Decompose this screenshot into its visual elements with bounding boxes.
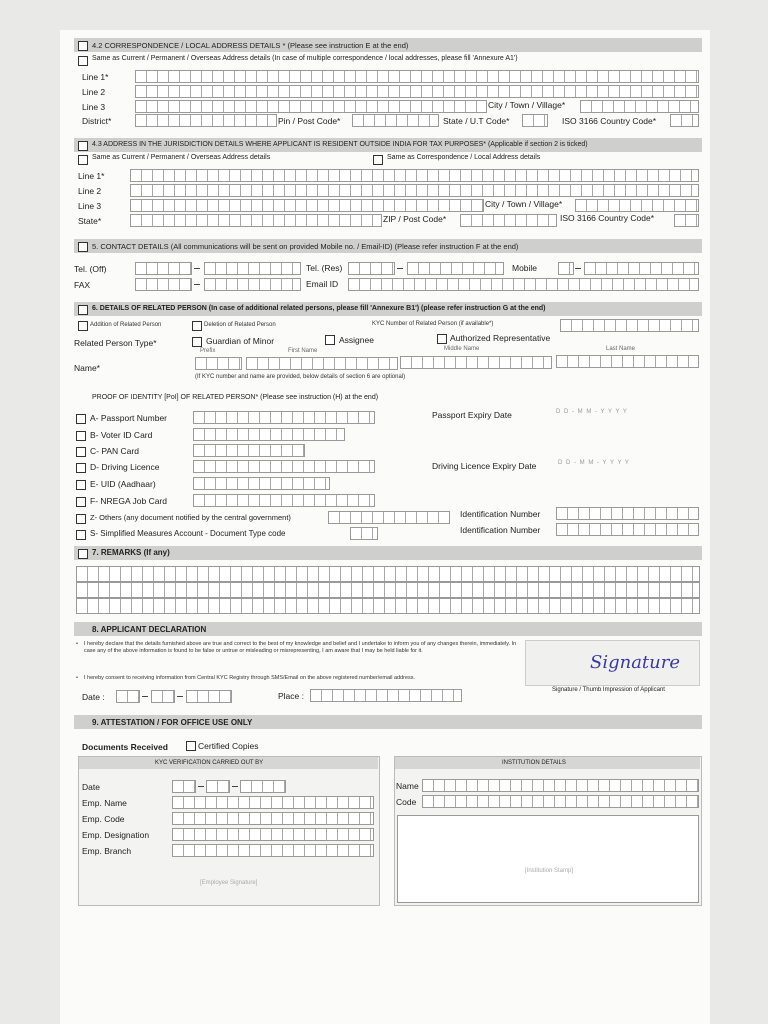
same-as-corr-label: Same as Correspondence / Local Address details	[387, 154, 541, 161]
zip-43-label: ZIP / Post Code*	[383, 214, 447, 224]
declaration-month-field[interactable]	[151, 690, 175, 703]
poi-d-checkbox[interactable]	[76, 463, 86, 473]
doc-type-code-field[interactable]	[350, 527, 378, 540]
same-as-current-43-label: Same as Current / Permanent / Overseas Address details	[92, 154, 271, 161]
inst-code-field[interactable]	[422, 795, 699, 808]
middle-name-caption: Middle Name	[444, 346, 480, 352]
middle-name-field[interactable]	[400, 356, 552, 369]
iso-label: ISO 3166 Country Code*	[562, 116, 657, 126]
email-field[interactable]	[348, 278, 699, 291]
poi-e-label: E- UID (Aadhaar)	[90, 479, 156, 489]
nrega-field[interactable]	[193, 494, 375, 507]
inst-name-field[interactable]	[422, 779, 699, 792]
iso-field[interactable]	[670, 114, 699, 127]
employee-signature-caption: [Employee Signature]	[200, 880, 258, 886]
state-43-label: State*	[78, 216, 102, 226]
place-field[interactable]	[310, 689, 462, 702]
line3-43-field[interactable]	[130, 199, 484, 212]
section-8-title: 8. APPLICANT DECLARATION	[92, 625, 207, 634]
remarks-line-3[interactable]	[76, 598, 700, 614]
section-4-2-checkbox[interactable]	[78, 41, 88, 51]
addition-label: Addition of Related Person	[90, 322, 162, 328]
line3-label: Line 3	[82, 102, 106, 112]
authorized-label: Authorized Representative	[450, 333, 551, 343]
same-as-current-label: Same as Current / Permanent / Overseas Address details (In case of multiple correspondence / local addresses, please fill 'Annexure A1')	[92, 55, 518, 62]
same-as-corr-checkbox[interactable]	[373, 155, 383, 165]
kyc-day-field[interactable]	[172, 780, 196, 793]
tel-off-std-field[interactable]	[135, 262, 192, 275]
line1-field[interactable]	[135, 70, 699, 83]
remarks-line-2[interactable]	[76, 582, 700, 598]
kyc-verification-title: KYC VERIFICATION CARRIED OUT BY	[155, 760, 264, 766]
last-name-field[interactable]	[556, 355, 699, 368]
line1-43-label: Line 1*	[78, 171, 105, 181]
emp-name-label: Emp. Name	[82, 798, 127, 808]
emp-designation-field[interactable]	[172, 828, 374, 841]
emp-code-label: Emp. Code	[82, 814, 125, 824]
last-name-caption: Last Name	[606, 346, 636, 352]
section-5-checkbox[interactable]	[78, 242, 88, 252]
zip-43-field[interactable]	[460, 214, 557, 227]
kyc-year-field[interactable]	[240, 780, 286, 793]
guardian-checkbox[interactable]	[192, 337, 202, 347]
city-field[interactable]	[580, 100, 699, 113]
mobile-label: Mobile	[512, 263, 538, 273]
poi-b-label: B- Voter ID Card	[90, 430, 153, 440]
poi-title: PROOF OF IDENTITY [PoI] OF RELATED PERSON* (Please see instruction (H) at the end)	[92, 394, 379, 401]
place-label: Place :	[278, 691, 304, 701]
state-43-field[interactable]	[130, 214, 382, 227]
iso-43-label: ISO 3166 Country Code*	[560, 213, 655, 223]
pin-field[interactable]	[352, 114, 439, 127]
tel-res-label: Tel. (Res)	[306, 263, 343, 273]
tel-off-label: Tel. (Off)	[74, 264, 107, 274]
line2-label: Line 2	[82, 87, 106, 97]
kyc-number-label: KYC Number of Related Person (if available*)	[372, 321, 494, 327]
poi-f-label: F- NREGA Job Card	[90, 496, 167, 506]
signature-caption: Signature / Thumb Impression of Applicant	[552, 687, 665, 693]
district-field[interactable]	[135, 114, 277, 127]
section-9-title: 9. ATTESTATION / FOR OFFICE USE ONLY	[92, 718, 253, 727]
section-4-3-checkbox[interactable]	[78, 141, 88, 151]
state-label: State / U.T Code*	[443, 116, 510, 126]
email-label: Email ID	[306, 279, 339, 289]
line1-43-field[interactable]	[130, 169, 699, 182]
poi-d-label: D- Driving Licence	[90, 462, 160, 472]
city-label: City / Town / Village*	[488, 100, 566, 110]
declaration-date-label: Date :	[82, 692, 105, 702]
section-4-3-title: 4.3 ADDRESS IN THE JURISDICTION DETAILS WHERE APPLICANT IS RESIDENT OUTSIDE INDIA FOR TAX PURPOSES* (Applicable if section 2 is ticked)	[92, 141, 588, 148]
section-7-checkbox[interactable]	[78, 549, 88, 559]
pin-label: Pin / Post Code*	[278, 116, 341, 126]
poi-a-checkbox[interactable]	[76, 414, 86, 424]
guardian-label: Guardian of Minor	[206, 336, 275, 346]
passport-expiry-field[interactable]: D D - M M - Y Y Y Y	[556, 409, 628, 415]
passport-number-field[interactable]	[193, 411, 375, 424]
poi-s-checkbox[interactable]	[76, 530, 86, 540]
name-label: Name*	[74, 363, 100, 373]
mobile-code-field[interactable]	[558, 262, 574, 275]
fax-std-field[interactable]	[135, 278, 192, 291]
others-field[interactable]	[328, 511, 450, 524]
passport-expiry-label: Passport Expiry Date	[432, 410, 512, 420]
poi-c-label: C- PAN Card	[90, 446, 139, 456]
section-4-2-title: 4.2 CORRESPONDENCE / LOCAL ADDRESS DETAILS * (Please see instruction E at the end)	[92, 41, 409, 50]
first-name-field[interactable]	[246, 357, 398, 370]
prefix-field[interactable]	[195, 357, 242, 370]
id-number-field-2[interactable]	[556, 523, 699, 536]
dl-expiry-label: Driving Licence Expiry Date	[432, 461, 537, 471]
applicant-signature: Signature	[590, 652, 681, 673]
declaration-year-field[interactable]	[186, 690, 232, 703]
poi-s-label: S- Simplified Measures Account - Document Type code	[90, 529, 286, 538]
certified-copies-checkbox[interactable]	[186, 741, 196, 751]
docs-received-label: Documents Received	[82, 742, 168, 752]
mobile-number-field[interactable]	[584, 262, 699, 275]
kyc-month-field[interactable]	[206, 780, 230, 793]
id-number-field-1[interactable]	[556, 507, 699, 520]
line2-43-field[interactable]	[130, 184, 699, 197]
pan-field[interactable]	[193, 444, 305, 457]
assignee-checkbox[interactable]	[325, 335, 335, 345]
line2-field[interactable]	[135, 85, 699, 98]
poi-f-checkbox[interactable]	[76, 497, 86, 507]
line1-label: Line 1*	[82, 72, 109, 82]
authorized-checkbox[interactable]	[437, 334, 447, 344]
fax-label: FAX	[74, 280, 91, 290]
district-label: District*	[82, 116, 112, 126]
line2-43-label: Line 2	[78, 186, 102, 196]
poi-z-checkbox[interactable]	[76, 514, 86, 524]
kyc-date-label: Date	[82, 782, 100, 792]
fax-number-field[interactable]	[204, 278, 301, 291]
institution-title: INSTITUTION DETAILS	[502, 760, 566, 766]
dl-expiry-field[interactable]: D D - M M - Y Y Y Y	[558, 460, 630, 466]
emp-branch-field[interactable]	[172, 844, 374, 857]
section-6-checkbox[interactable]	[78, 305, 88, 315]
line3-field[interactable]	[135, 100, 487, 113]
id-number-label-2: Identification Number	[460, 525, 541, 535]
related-type-label: Related Person Type*	[74, 338, 157, 348]
poi-b-checkbox[interactable]	[76, 431, 86, 441]
kyc-form-page: 4.2 CORRESPONDENCE / LOCAL ADDRESS DETAILS * (Please see instruction E at the end) Same as Current / Permanent / Overseas Address details (In case of multiple correspondence / local addresses, please fill 'Annexure A1') Line 1* Line 2 Line 3 City / Town / Village* District* Pin / Post Code* State / U.T Code* ISO 3166 Country Code* 4.3 ADDRESS IN THE JURISDICTION DETAILS WHERE APPLICANT IS RESIDENT OUTSIDE INDIA FOR TAX PURPOSES* (Applicable if section 2 is ticked) Same as Current / Permanent / Overseas Address details Same as Correspondence / Local Address details Line 1* Line 2 Line 3 City / Town / Village* State* ZIP / Post Code* ISO 3166 Country Code* 5. CONTACT DETAILS (All communications will be sent on provided Mobile no. / Email-ID) (Please refer instruction F at the end) Tel. (Off) Tel. (Res) Mobile FAX Email ID 6. DETAILS OF RELATED PERSON (In case of additional related persons, please fill 'Annexure B1') (please refer instruction G at the end) Addition of Related Person Deletion of Related Person KYC Number of Related Person (if available*) Related Person Type* Guardian of Minor Assignee Authorized Representative Prefix First Name Middle Name Last Name Name* (If KYC number and name are provided, below details of section 6 are optional) PROOF OF IDENTITY [PoI] OF RELATED PERSON* (Please see instruction (H) at the end) A- Passport Number Passport Expiry Date D D - M M - Y Y Y Y B- Voter ID Card C- PAN Card D- Driving Licence Driving Licence Expiry Date D D - M M - Y Y Y Y E- UID (Aadhaar) F- NREGA Job Card Z- Others (any document notified by the central government) Identification Number S- Simplified Measures Account - Document Type code Identification Number 7. REMARKS (If any) 8. APPLICANT DECLARATION • I hereby declare that the details furnished above are true and correct to the best of my knowledge and belief and I undertake to inform you of any changes therein, immediately. In case any of the above information is found to be false or untrue or misleading or misrepresenting, I am aware that I may be held liable for it. • I hereby consent to receiving information from Central KYC Registry through SMS/Email on the above registered number/email address. Date : Place : Signature Signature / Thumb Impression of Applicant 9. ATTESTATION / FOR OFFICE USE ONLY Documents Received Certified Copies KYC VERIFICATION CARRIED OUT BY Date Emp. Name Emp. Code Emp. Designation Emp. Branch [Employee Signature] INSTITUTION DETAILS Name Code [Institution Stamp]	[60, 30, 710, 1024]
addition-checkbox[interactable]	[78, 321, 88, 331]
state-field[interactable]	[522, 114, 548, 127]
section-7-title: 7. REMARKS (If any)	[92, 548, 170, 557]
driving-licence-field[interactable]	[193, 460, 375, 473]
emp-code-field[interactable]	[172, 812, 374, 825]
iso-43-field[interactable]	[674, 214, 699, 227]
tel-off-number-field[interactable]	[204, 262, 301, 275]
certified-copies-label: Certified Copies	[198, 741, 259, 751]
prefix-caption: Prefix	[200, 348, 216, 354]
same-as-current-43-checkbox[interactable]	[78, 155, 88, 165]
section-5-title: 5. CONTACT DETAILS (All communications will be sent on provided Mobile no. / Email-ID) (Please refer instruction F at the end)	[92, 242, 519, 251]
voter-id-field[interactable]	[193, 428, 345, 441]
poi-c-checkbox[interactable]	[76, 447, 86, 457]
emp-designation-label: Emp. Designation	[82, 830, 150, 840]
inst-code-label: Code	[396, 797, 417, 807]
same-as-current-checkbox[interactable]	[78, 56, 88, 66]
deletion-label: Deletion of Related Person	[204, 322, 276, 328]
institution-stamp-caption: [Institution Stamp]	[525, 868, 574, 874]
city-43-label: City / Town / Village*	[485, 199, 563, 209]
assignee-label: Assignee	[339, 335, 374, 345]
tel-res-number-field[interactable]	[407, 262, 504, 275]
id-number-label-1: Identification Number	[460, 509, 541, 519]
deletion-checkbox[interactable]	[192, 321, 202, 331]
poi-e-checkbox[interactable]	[76, 480, 86, 490]
first-name-caption: First Name	[288, 348, 318, 354]
declaration-text-1: I hereby declare that the details furnished above are true and correct to the best of my knowledge and belief and I undertake to inform you of any changes therein, immediately. In case any of the above information is found to be false or untrue or misleading or misrepresenting, I am aware that I may be held liable for it.	[84, 641, 517, 654]
inst-name-label: Name	[396, 781, 419, 791]
remarks-line-1[interactable]	[76, 566, 700, 582]
declaration-text-2: I hereby consent to receiving information from Central KYC Registry through SMS/Email on the above registered number/email address.	[84, 675, 416, 681]
line3-43-label: Line 3	[78, 201, 102, 211]
declaration-day-field[interactable]	[116, 690, 140, 703]
tel-res-std-field[interactable]	[348, 262, 395, 275]
kyc-note: (If KYC number and name are provided, below details of section 6 are optional)	[195, 374, 406, 380]
emp-name-field[interactable]	[172, 796, 374, 809]
uid-field[interactable]	[193, 477, 330, 490]
institution-stamp-box[interactable]	[397, 815, 699, 903]
poi-z-label: Z- Others (any document notified by the central government)	[90, 513, 291, 522]
city-43-field[interactable]	[575, 199, 699, 212]
section-6-title: 6. DETAILS OF RELATED PERSON (In case of additional related persons, please fill 'Annexure B1') (please refer instruction G at the end)	[92, 305, 546, 312]
emp-branch-label: Emp. Branch	[82, 846, 132, 856]
kyc-number-field[interactable]	[560, 319, 699, 332]
poi-a-label: A- Passport Number	[90, 413, 167, 423]
